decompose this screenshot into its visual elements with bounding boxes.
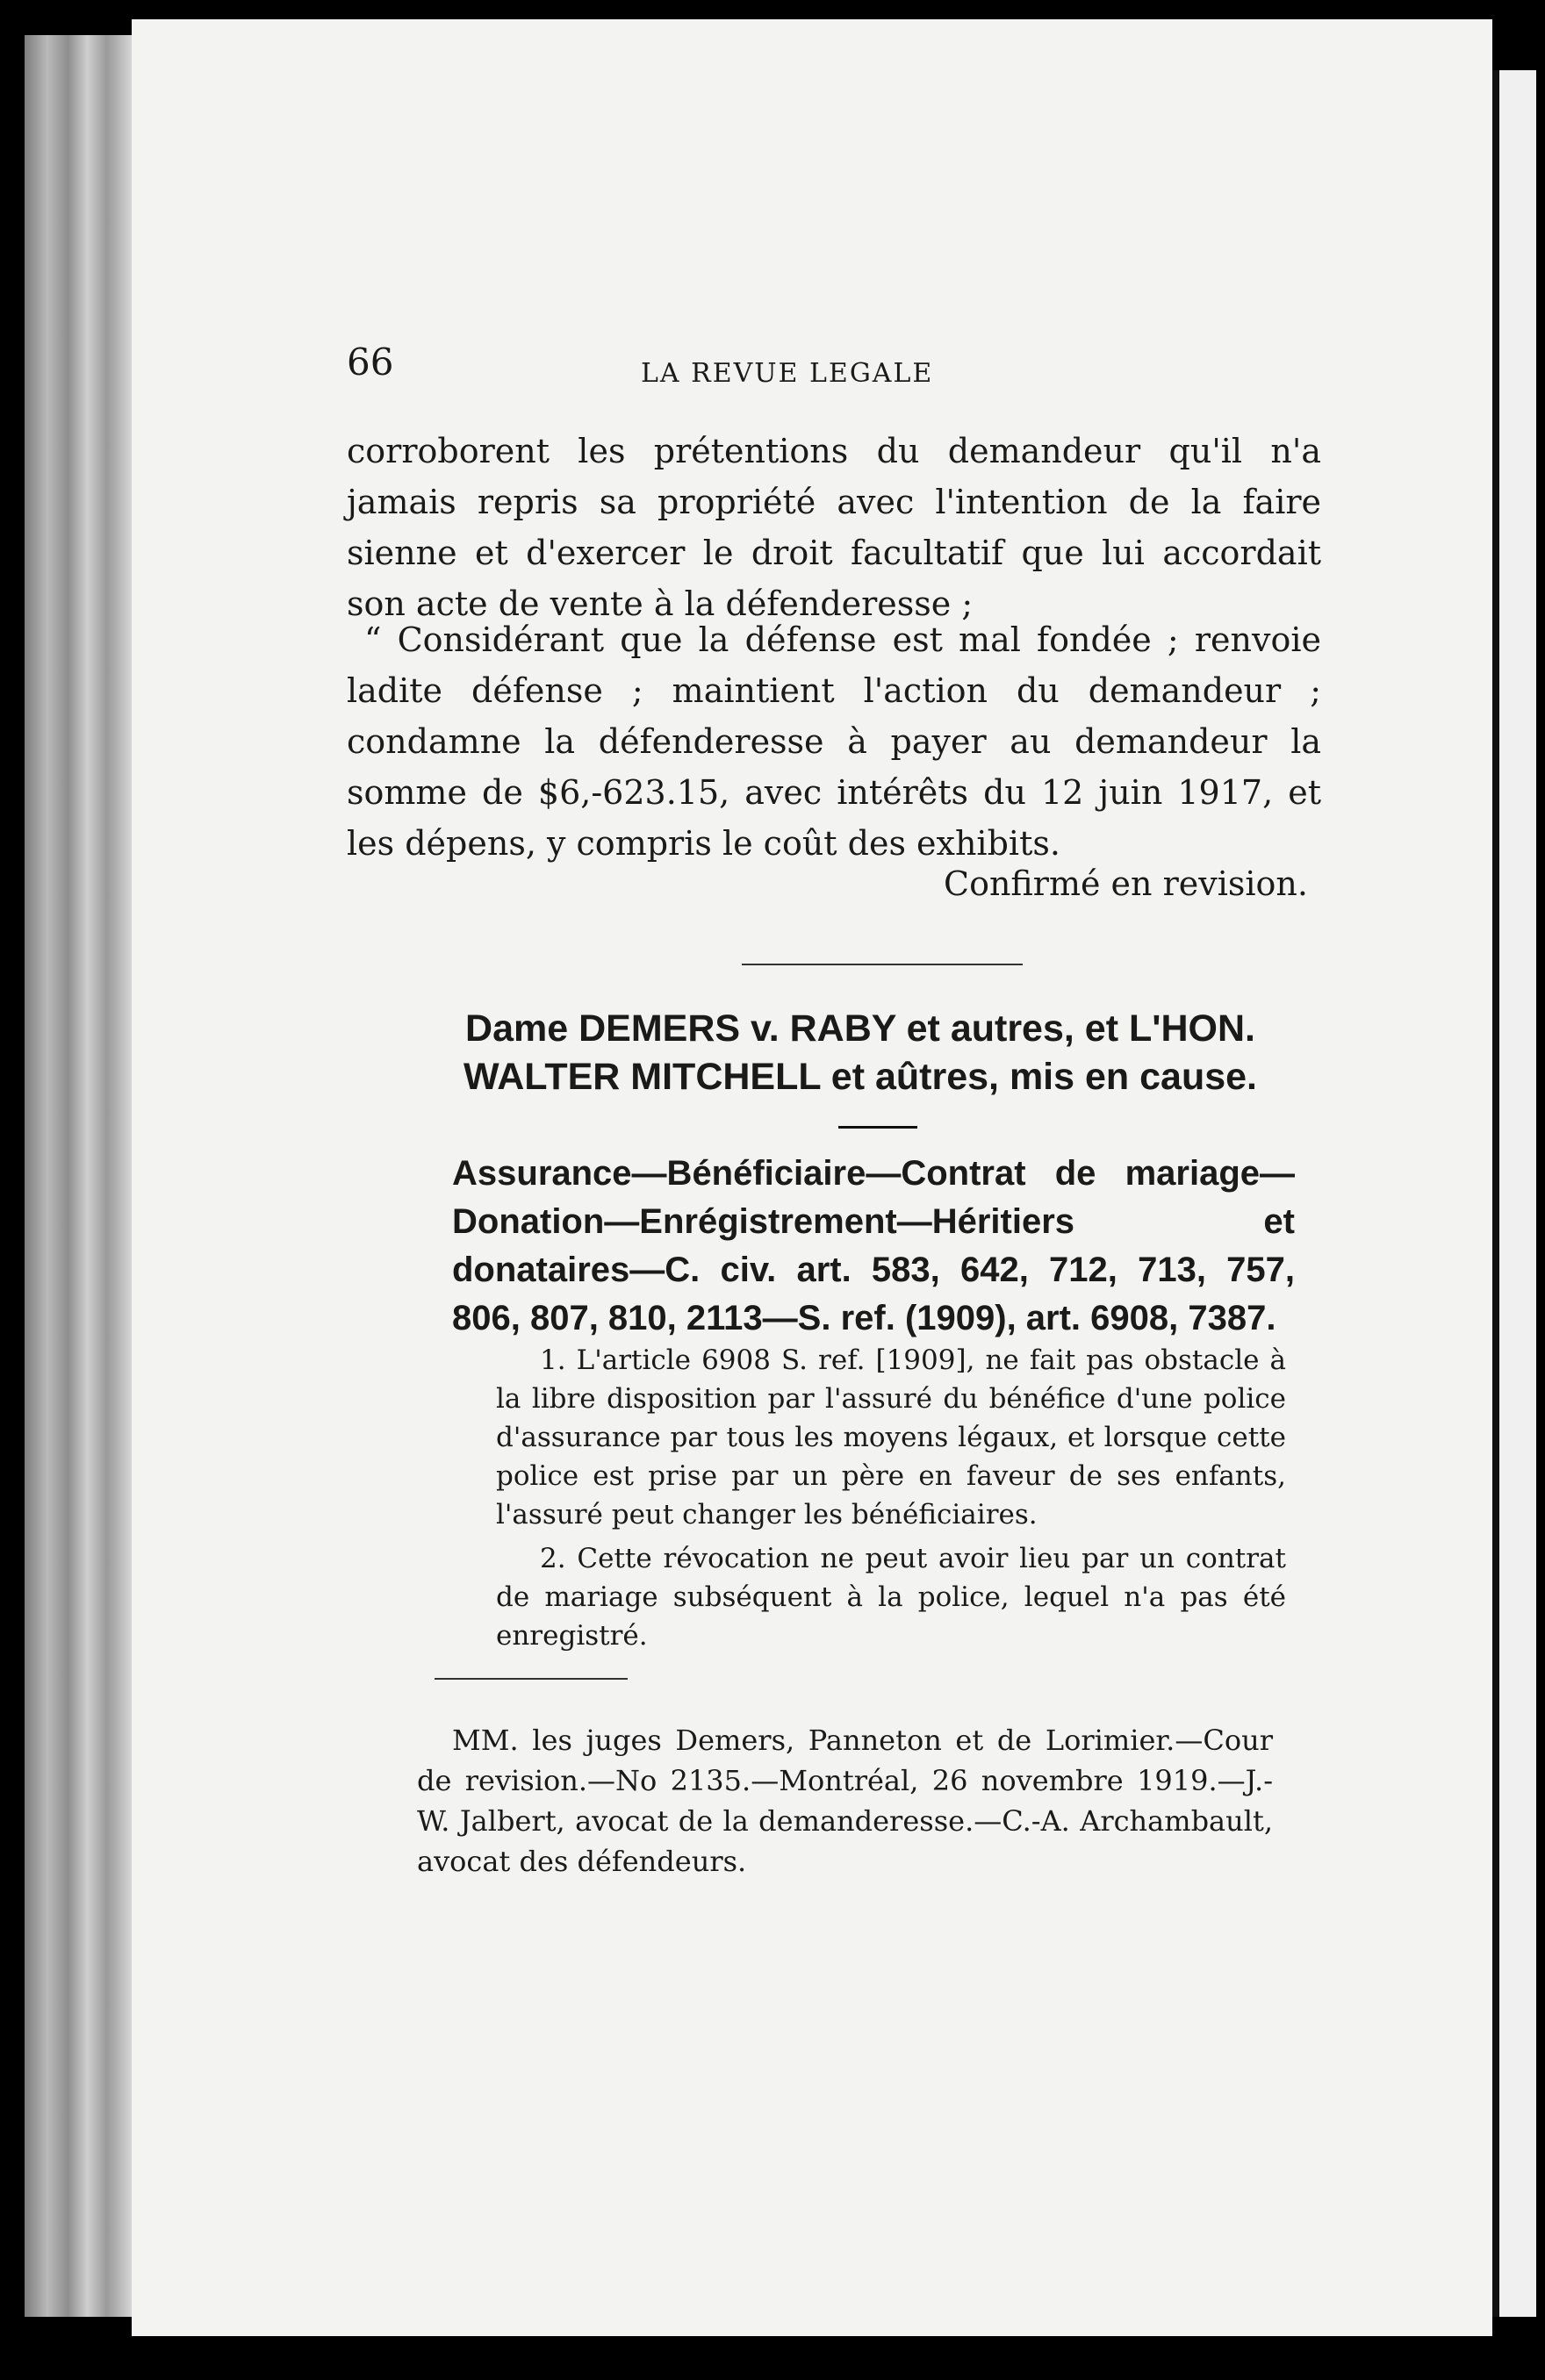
body-paragraph-2: “ Considérant que la défense est mal fondée ; renvoie ladite défense ; maintient l'action du demandeur ; condamne la défenderesse à payer au demandeur la somme de $6,-623.15, avec intérêts du 12 juin 1917, et les dépens, y compris le coût des exhibits. [347, 620, 1321, 863]
body-paragraph-1: corroborent les prétentions du demandeur qu'il n'a jamais repris sa propriété avec l'intention de la faire sienne et d'exercer le droit facultatif que lui accordait son acte de vente à la défenderesse ; [347, 432, 1321, 623]
footnote-rule [435, 1678, 628, 1680]
running-head: LA REVUE LEGALE [641, 358, 934, 389]
case-footnote: MM. les juges Demers, Panneton et de Lorimier.—Cour de revision.—No 2135.—Montréal, 26 novembre 1919.—J.-W. Jalbert, avocat de la demanderesse.—C.-A. Archambault, avocat des défendeurs. [417, 1724, 1273, 1878]
title-rule [838, 1126, 917, 1129]
page-number: 66 [347, 341, 394, 384]
holding-2: 2. Cette révocation ne peut avoir lieu par un contrat de mariage subséquent à la police, lequel n'a pas été enregistré. [496, 1543, 1286, 1652]
signoff-confirme: Confirmé en revision. [944, 864, 1308, 903]
case-headnote: Assurance—Bénéficiaire—Contrat de mariage—Donation—Enrégistrement—Héritiers et donataires—C. civ. art. 583, 642, 712, 713, 757, 806, 807, 810, 2113—S. ref. (1909), art. 6908, 7387. [452, 1154, 1295, 1337]
book-gutter [1492, 70, 1499, 2317]
section-divider [742, 964, 1023, 965]
holding-1: 1. L'article 6908 S. ref. [1909], ne fait pas obstacle à la libre disposition par l'assuré du bénéfice d'une police d'assurance par tous les moyens légaux, et lorsque cette police est prise par un père en faveur de ses enfants, l'assuré peut changer les bénéficiaires. [496, 1344, 1286, 1531]
page-stack-edge [25, 35, 139, 2317]
case-title: Dame DEMERS v. RABY et autres, et L'HON. WALTER MITCHELL et aûtres, mis en cause. [464, 1007, 1257, 1098]
case-holdings [496, 1341, 1286, 1660]
